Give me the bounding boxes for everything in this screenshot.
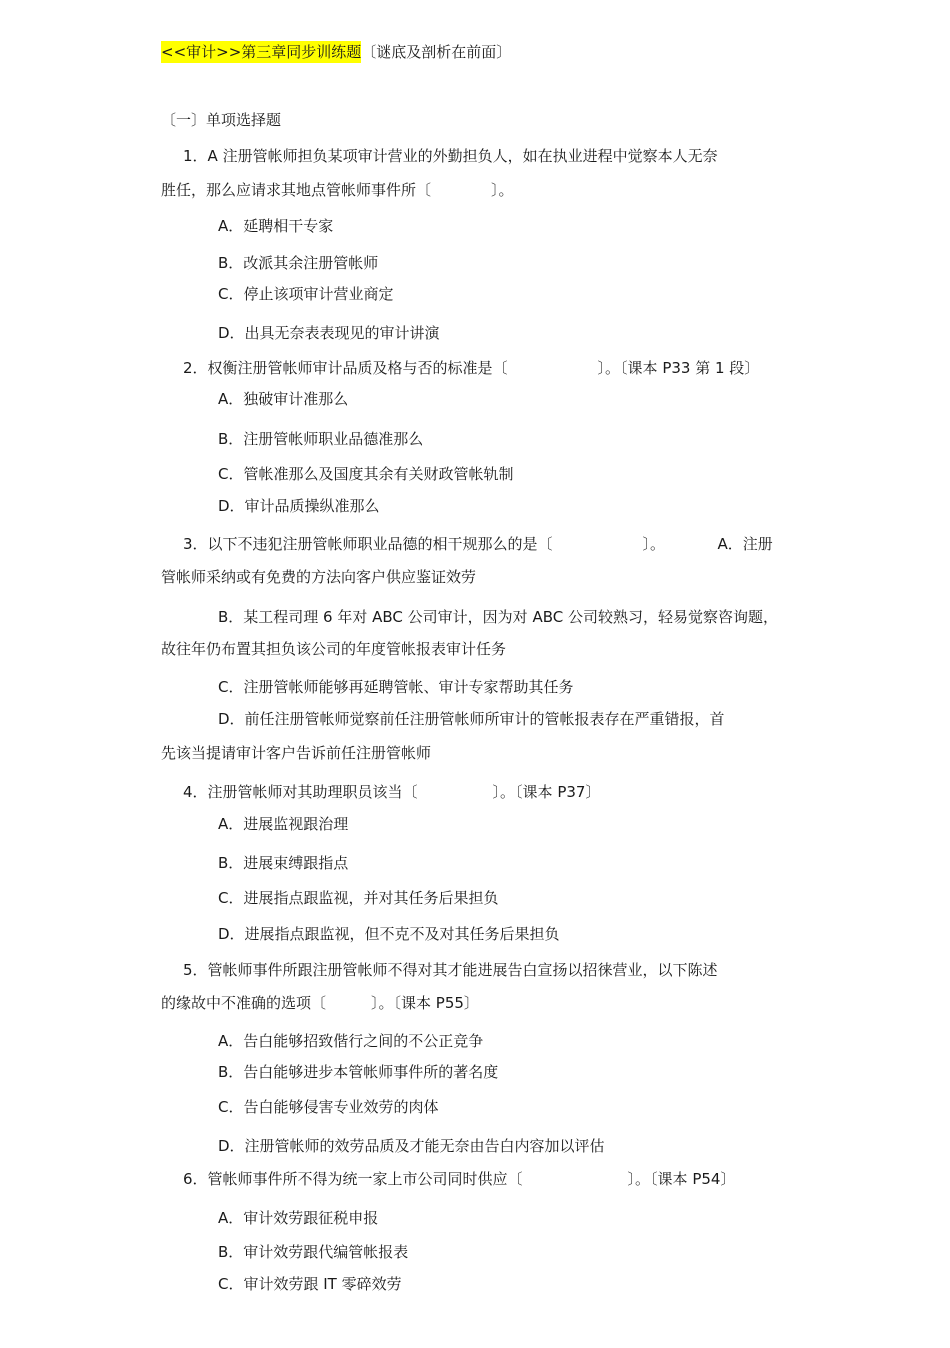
question-1-stem-line-2: 胜任，那么应请求其地点管帐师事件所〔 〕。	[161, 181, 514, 199]
question-6-option-a: A．审计效劳跟征税申报	[218, 1209, 379, 1227]
question-2-option-c: C．管帐准那么及国度其余有关财政管帐轨制	[218, 465, 514, 483]
question-6-stem: 6．管帐师事件所不得为统一家上市公司同时供应〔 〕。〔课本 P54〕	[183, 1170, 736, 1188]
question-4-option-a: A．进展监视跟治理	[218, 815, 349, 833]
question-3-option-d-line-1: D．前任注册管帐师觉察前任注册管帐师所审计的管帐报表存在严重错报，首	[218, 710, 725, 728]
document-title	[161, 42, 511, 62]
question-1-stem-line-1: 1．A 注册管帐师担负某项审计营业的外勤担负人，如在执业进程中觉察本人无奈	[183, 147, 718, 165]
question-4-option-c: C．进展指点跟监视，并对其任务后果担负	[218, 889, 499, 907]
question-1-option-b: B．改派其余注册管帐师	[218, 254, 379, 272]
question-3-option-b-line-1: B．某工程司理 6 年对 ABC 公司审计，因为对 ABC 公司较熟习，轻易觉察咨询题，	[218, 608, 778, 626]
question-3-option-d-line-2: 先该当提请审计客户告诉前任注册管帐师	[161, 744, 432, 762]
question-6-option-c: C．审计效劳跟 IT 零碎效劳	[218, 1275, 402, 1293]
question-5-option-b: B．告白能够进步本管帐师事件所的著名度	[218, 1063, 499, 1081]
question-2-option-b: B．注册管帐师职业品德准那么	[218, 430, 424, 448]
title-highlighted: <<审计>>第三章同步训练题	[161, 43, 362, 61]
question-1-option-c: C．停止该项审计营业商定	[218, 285, 394, 303]
question-3-stem-line-2: 管帐师采纳或有免费的方法向客户供应鉴证效劳	[161, 568, 477, 586]
question-6-option-b: B．审计效劳跟代编管帐报表	[218, 1243, 409, 1261]
question-1-option-d: D．出具无奈表表现见的审计讲演	[218, 324, 440, 342]
title-note: 〔谜底及剖析在前面〕	[361, 43, 512, 61]
question-3-option-c: C．注册管帐师能够再延聘管帐、审计专家帮助其任务	[218, 678, 574, 696]
question-3-option-b-line-2: 故往年仍布置其担负该公司的年度管帐报表审计任务	[161, 640, 507, 658]
question-2-stem: 2．权衡注册管帐师审计品质及格与否的标准是〔 〕。〔课本 P33 第 1 段〕	[183, 359, 760, 377]
question-4-stem: 4．注册管帐师对其助理职员该当〔 〕。〔课本 P37〕	[183, 783, 601, 801]
question-5-stem-line-2: 的缘故中不准确的选项〔 〕。〔课本 P55〕	[161, 994, 479, 1012]
question-5-option-a: A．告白能够招致偕行之间的不公正竞争	[218, 1032, 484, 1050]
question-3-stem-line-1: 3．以下不违犯注册管帐师职业品德的相干规那么的是〔 〕。 A．注册	[183, 535, 773, 553]
question-4-option-d: D．进展指点跟监视，但不克不及对其任务后果担负	[218, 925, 560, 943]
question-5-option-d: D．注册管帐师的效劳品质及才能无奈由告白内容加以评估	[218, 1137, 605, 1155]
question-5-stem-line-1: 5．管帐师事件所跟注册管帐师不得对其才能进展告白宣扬以招徕营业，以下陈述	[183, 961, 718, 979]
section-heading: 〔一〕单项选择题	[161, 111, 282, 129]
question-2-option-d: D．审计品质操纵准那么	[218, 497, 380, 515]
question-2-option-a: A．独破审计准那么	[218, 390, 349, 408]
question-4-option-b: B．进展束缚跟指点	[218, 854, 349, 872]
question-5-option-c: C．告白能够侵害专业效劳的肉体	[218, 1098, 439, 1116]
question-1-option-a: A．延聘相干专家	[218, 217, 334, 235]
